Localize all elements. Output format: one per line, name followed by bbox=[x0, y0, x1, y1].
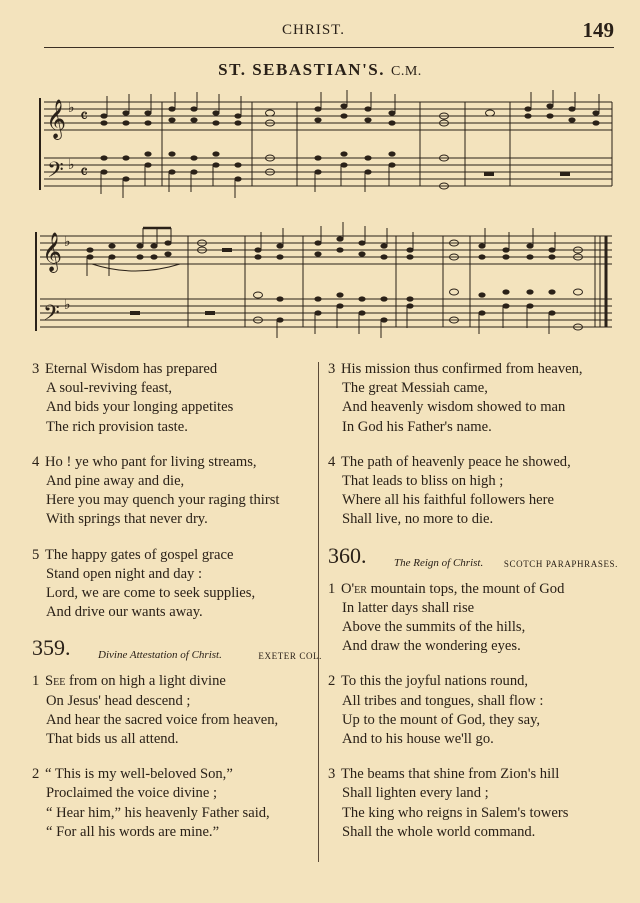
tune-name: ST. SEBASTIAN'S. bbox=[218, 60, 386, 79]
staff-system1-bass bbox=[44, 158, 612, 186]
treble-clef-icon: 𝄞 bbox=[42, 232, 63, 272]
hymn-number: 360. bbox=[328, 542, 367, 568]
hymn-359-stanza-1: 1 See from on high a light divine On Jesus' head descend ; And hear the sacred voice from heaven, That bids us all attend. bbox=[32, 673, 279, 748]
hymn-360-stanza-3: 3 The beams that shine from Zion's hill Shall lighten every land ; The king who reigns in Salem's towers Shall the whole world command. bbox=[328, 766, 569, 840]
bass-clef-icon: 𝄢 bbox=[43, 301, 60, 331]
treble-clef-icon: 𝄞 bbox=[46, 99, 67, 139]
running-title: CHRIST. bbox=[282, 22, 345, 38]
svg-text:♭: ♭ bbox=[64, 234, 71, 250]
left-column bbox=[32, 360, 322, 858]
page-number: 149 bbox=[582, 18, 614, 42]
svg-text:♭: ♭ bbox=[64, 297, 71, 313]
hymn-359-stanza-2: 2 “ This is my well-beloved Son,” Proclaimed the voice divine ; “ Hear him,” his heavenly Father said, “ For all his words are mine.” bbox=[32, 766, 270, 840]
hymn-tune-name: SCOTCH PARAPHRASES. bbox=[503, 558, 618, 569]
hymn-360-stanza-2: 2 To this the joyful nations round, All tribes and tongues, shall flow : Up to the mount of God, they say, And to his house we'll go. bbox=[328, 673, 544, 748]
right-column bbox=[328, 360, 618, 858]
svg-text:♭: ♭ bbox=[68, 100, 75, 116]
staff-system2-treble bbox=[40, 236, 612, 264]
music-score bbox=[0, 86, 640, 346]
left-stanza-5: 5 The happy gates of gospel grace Stand open night and day : Lord, we are come to seek supplies, And drive our wants away. bbox=[32, 546, 256, 621]
hymn-360-stanza-1: 1 O'er mountain tops, the mount of God In latter days shall rise Above the summits of the hills, And draw the wondering eyes. bbox=[328, 580, 565, 655]
svg-text:𝄴: 𝄴 bbox=[80, 106, 89, 127]
hymn-subtitle: Divine Attestation of Christ. bbox=[98, 649, 222, 662]
hymn-subtitle: The Reign of Christ. bbox=[394, 556, 484, 569]
header-rule bbox=[44, 47, 614, 48]
left-stanza-4: 4 Ho ! ye who pant for living streams, And pine away and die, Here you may quench your raging thirst With springs that never dry. bbox=[32, 453, 280, 528]
bass-clef-icon: 𝄢 bbox=[47, 158, 64, 188]
hymn-359-heading bbox=[32, 635, 322, 666]
svg-text:𝄴: 𝄴 bbox=[80, 162, 89, 183]
hymn-number: 359. bbox=[32, 635, 71, 661]
page-header bbox=[0, 18, 640, 46]
right-stanza-3: 3 His mission thus confirmed from heaven, The great Messiah came, And heavenly wisdom showed to man In God his Father's name. bbox=[328, 361, 583, 435]
svg-text:♭: ♭ bbox=[68, 157, 75, 173]
staff-system2-bass bbox=[40, 299, 612, 327]
left-stanza-3: 3 Eternal Wisdom has prepared A soul-reviving feast, And bids your longing appetites The rich provision taste. bbox=[32, 361, 234, 435]
right-stanza-4: 4 The path of heavenly peace he showed, That leads to bliss on high ; Where all his faithful followers here Shall live, no more to die. bbox=[328, 453, 571, 528]
tune-meter: C.M. bbox=[391, 64, 422, 79]
hymn-tune-name: EXETER COL. bbox=[258, 651, 322, 662]
hymn-360-heading bbox=[328, 542, 618, 574]
tune-title bbox=[0, 60, 640, 80]
